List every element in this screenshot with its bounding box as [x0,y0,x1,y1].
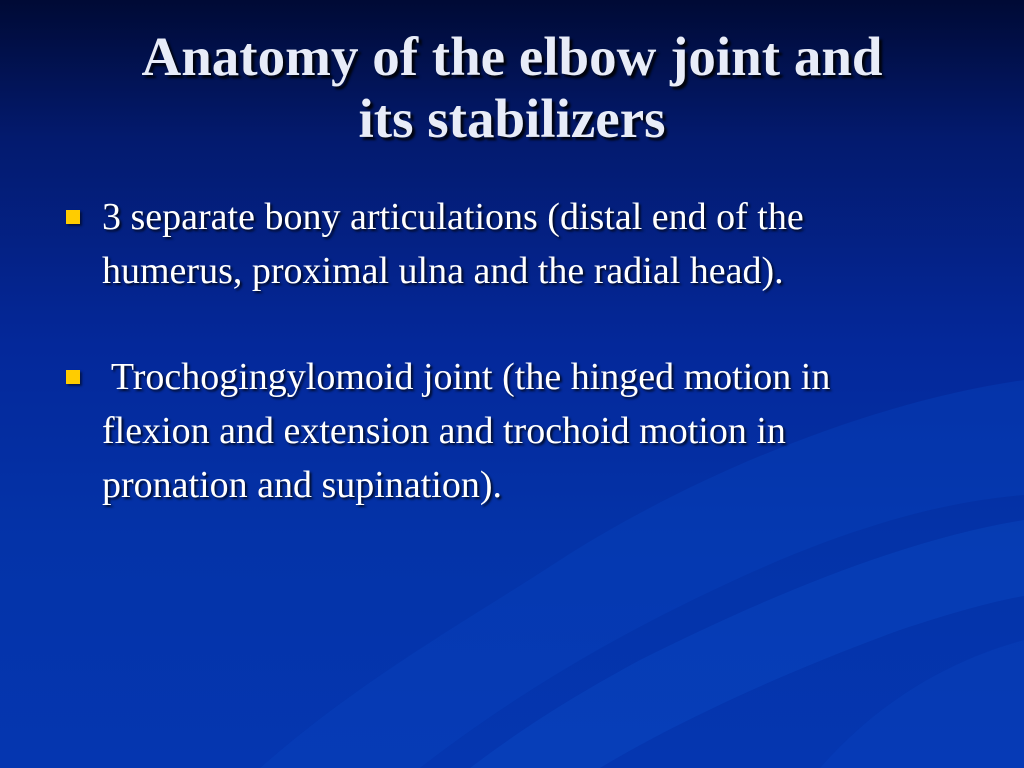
bullet-line: flexion and extension and trochoid motion in [102,410,786,452]
slide-title-line-2: its stabilizers [358,88,666,149]
bullet-item [60,190,965,298]
bullet-list [60,190,965,564]
bullet-line: 3 separate bony articulations (distal end of the [102,196,804,238]
square-bullet-icon [66,210,80,224]
bullet-item [60,350,965,512]
bullet-line: Trochogingylomoid joint (the hinged motion in [102,356,831,398]
square-bullet-icon [66,370,80,384]
slide-title [40,26,984,150]
bullet-line: humerus, proximal ulna and the radial head). [102,250,784,292]
slide-title-line-1: Anatomy of the elbow joint and [141,26,883,87]
bullet-line: pronation and supination). [102,464,502,506]
